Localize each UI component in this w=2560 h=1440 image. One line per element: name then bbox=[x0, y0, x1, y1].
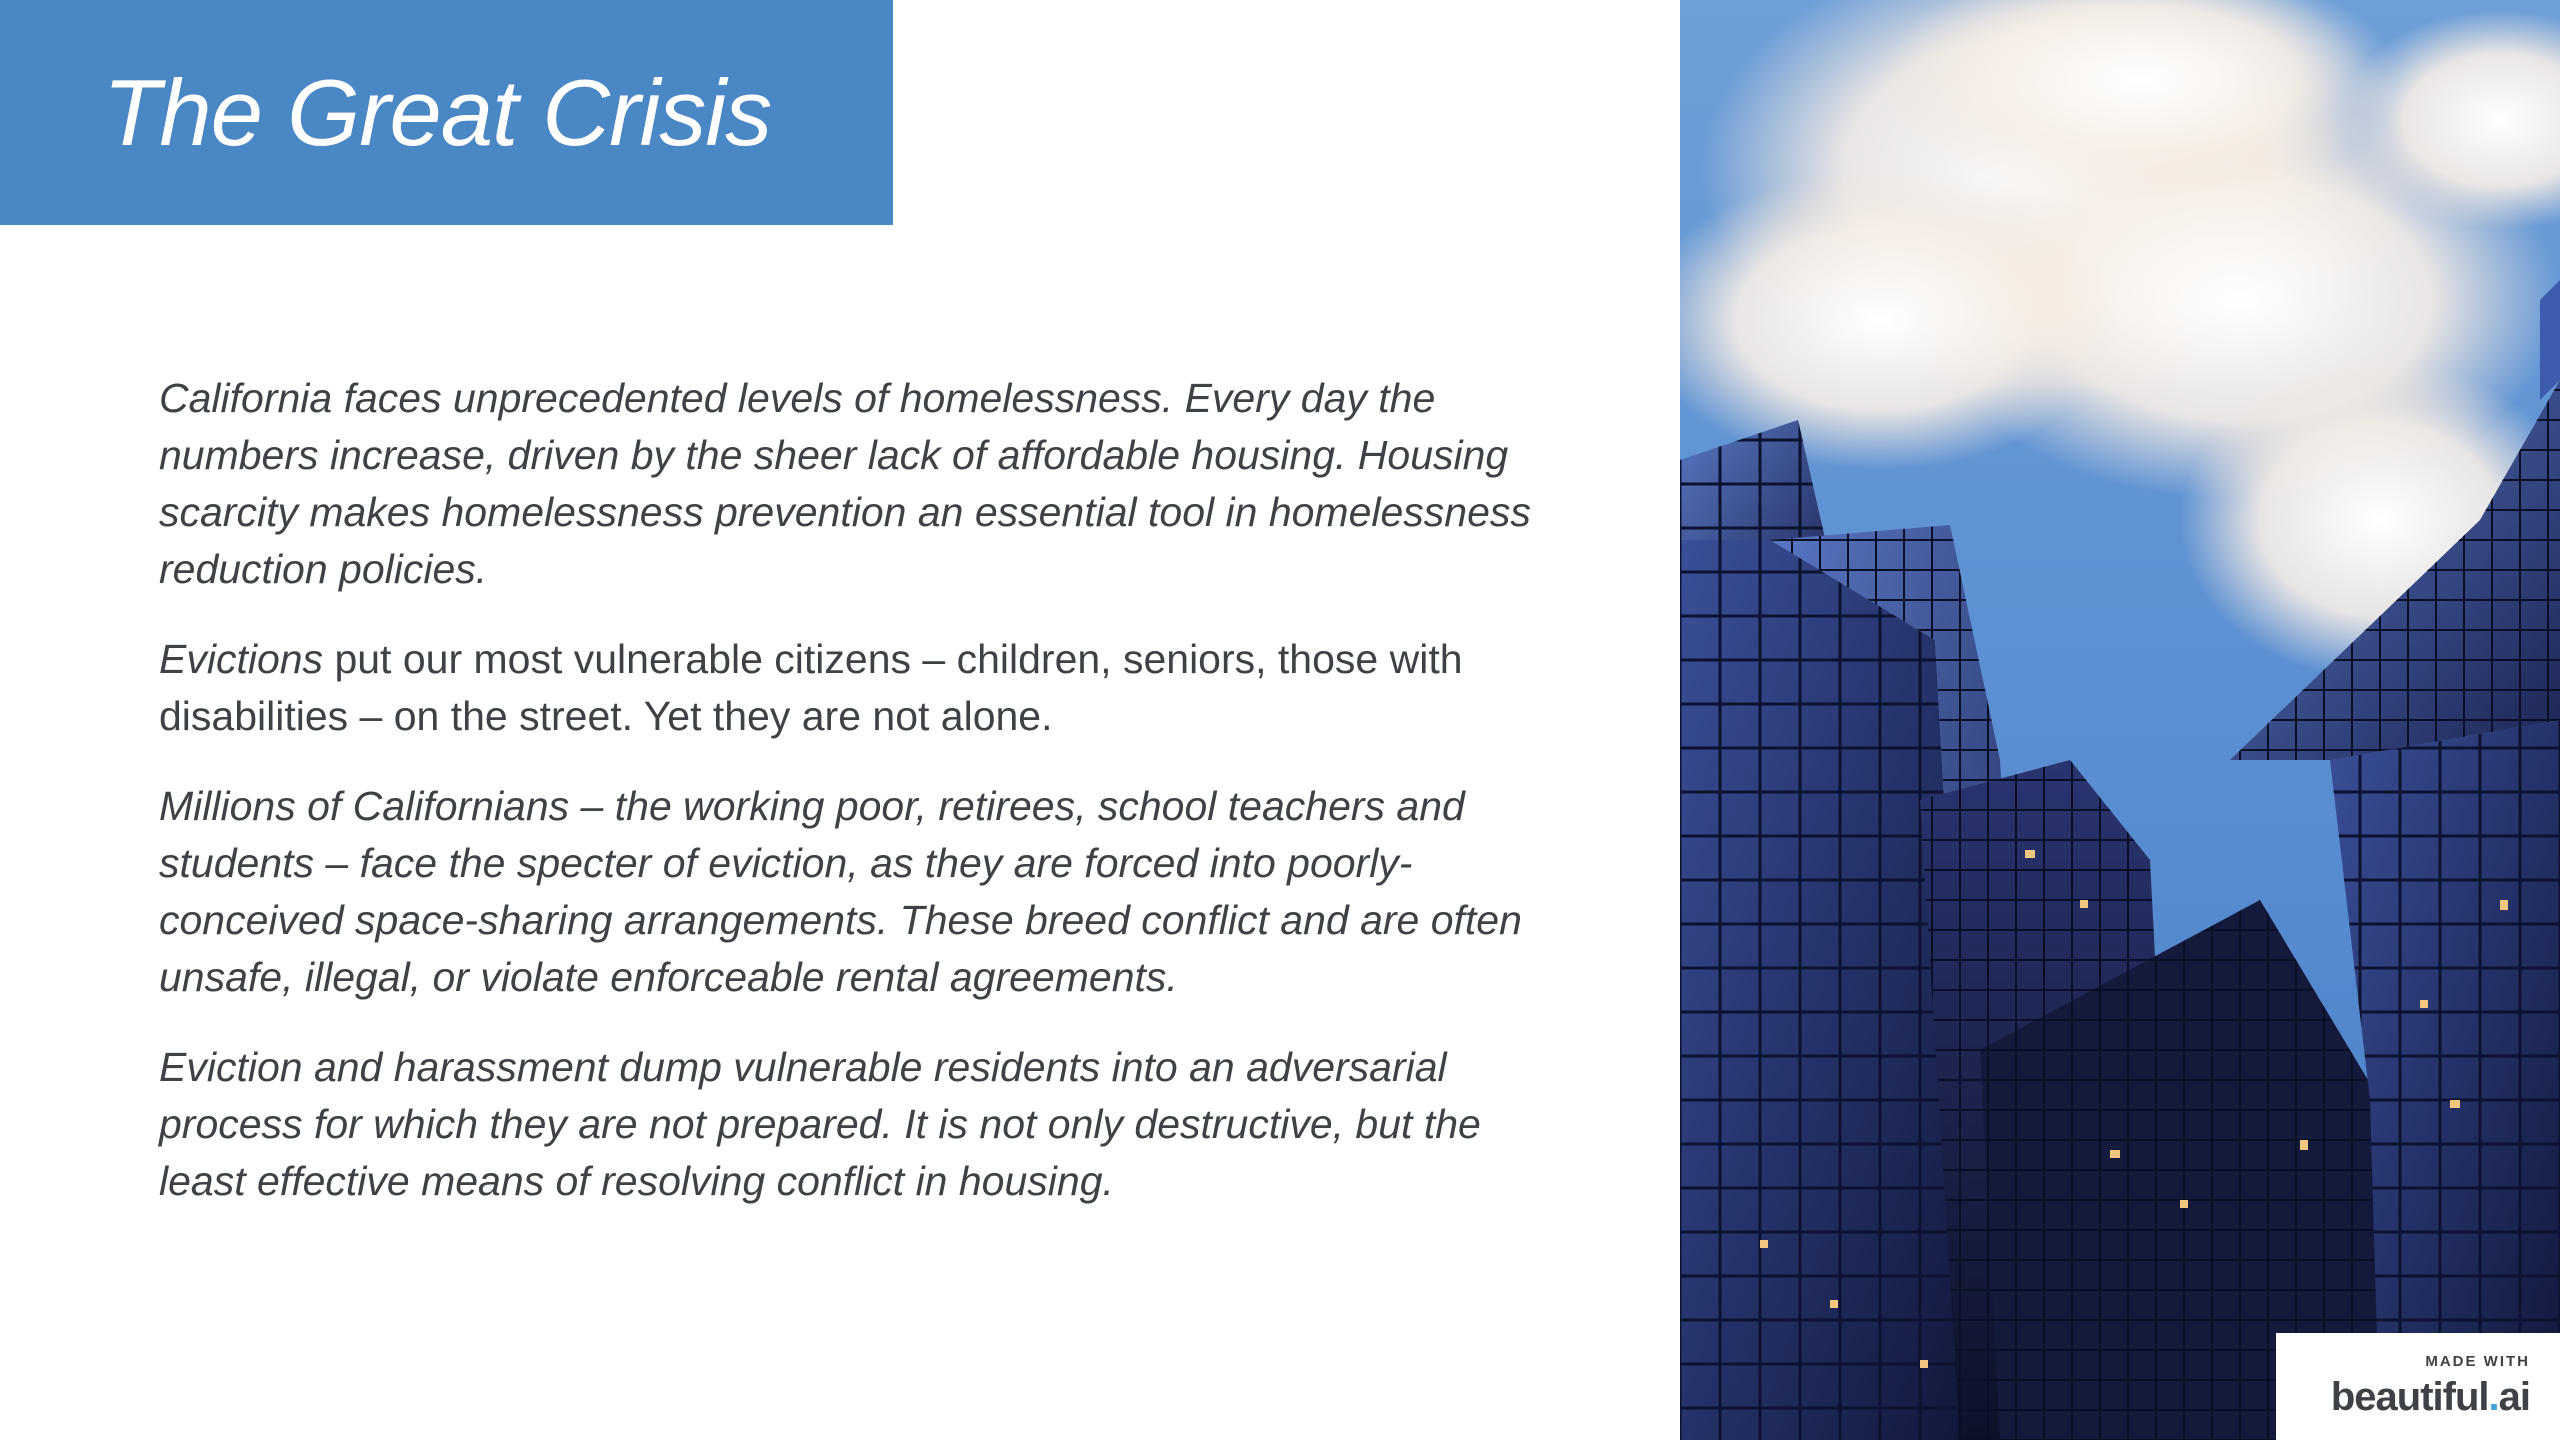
paragraph-2 bbox=[159, 631, 1549, 745]
skyscrapers-image bbox=[1680, 0, 2560, 1440]
slide-title: The Great Crisis bbox=[103, 60, 772, 165]
badge-caption: MADE WITH bbox=[2425, 1353, 2530, 1370]
body-text bbox=[159, 370, 1549, 1243]
logo-dot: . bbox=[2488, 1375, 2499, 1419]
logo-word: beautiful bbox=[2330, 1375, 2489, 1419]
paragraph-2-text: put our most vulnerable citizens – children, seniors, those with disabilities – on the street. Yet they are not alone. bbox=[159, 636, 1463, 739]
skyscrapers-photo bbox=[1680, 0, 2560, 1440]
paragraph-3: Millions of Californians – the working poor, retirees, school teachers and students – face the specter of eviction, as they are forced into poorly-conceived space-sharing arrangements. These breed conflict and are often unsafe, illegal, or violate enforceable rental agreements. bbox=[159, 783, 1522, 1000]
paragraph-1: California faces unprecedented levels of homelessness. Every day the numbers increase, driven by the sheer lack of affordable housing. Housing scarcity makes homelessness prevention an essential tool in homelessness reduction policies. bbox=[159, 375, 1531, 592]
made-with-badge[interactable] bbox=[2276, 1333, 2560, 1440]
logo-tail: ai bbox=[2498, 1375, 2530, 1419]
beautiful-ai-logo bbox=[2331, 1375, 2530, 1420]
paragraph-2-emphasis: Evictions bbox=[159, 636, 324, 682]
title-banner bbox=[0, 0, 893, 225]
paragraph-4: Eviction and harassment dump vulnerable residents into an adversarial process for which they are not prepared. It is not only destructive, but the least effective means of resolving conflict in housing. bbox=[159, 1044, 1481, 1204]
